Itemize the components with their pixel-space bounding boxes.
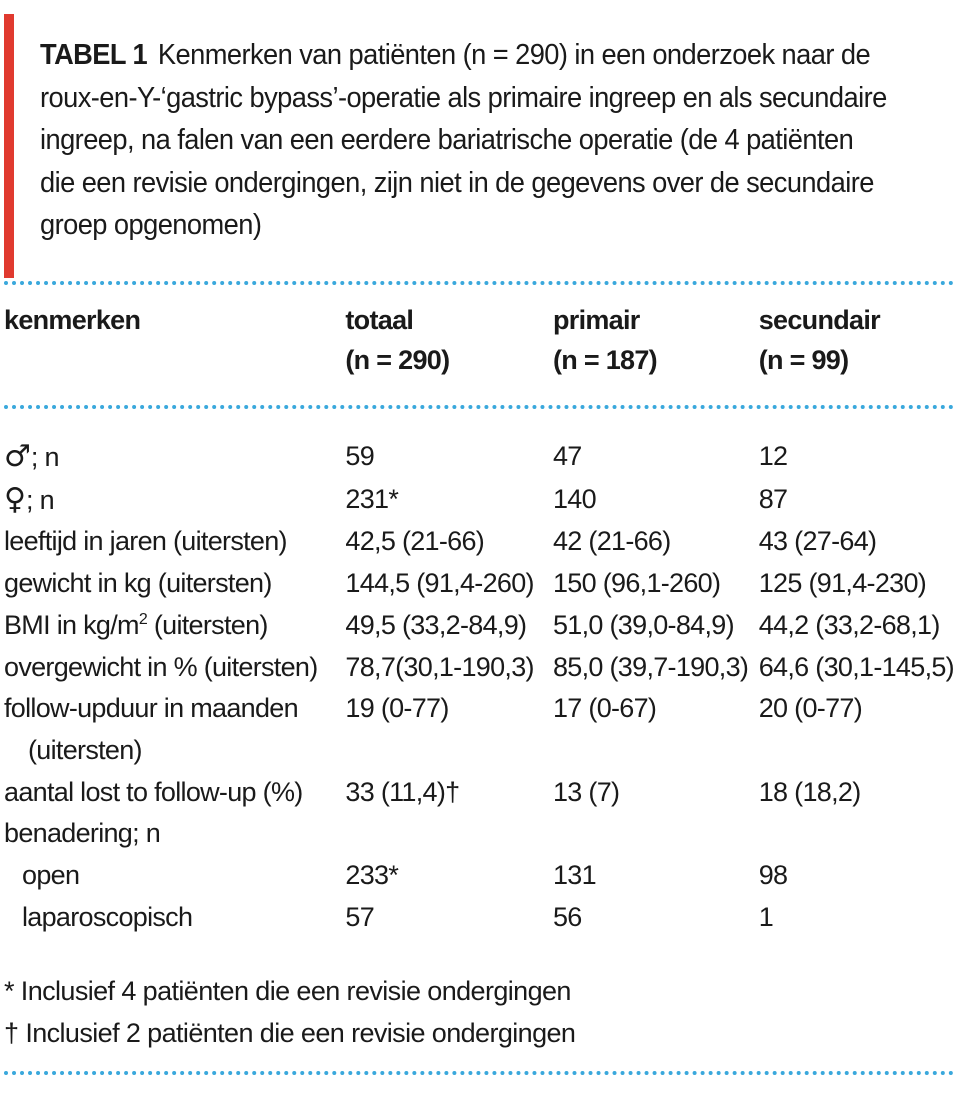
table-footnotes [4, 970, 575, 1054]
cell-secundair: 64,6 (30,1-145,5) [758, 651, 954, 682]
cell-secundair: 20 (0-77) [758, 693, 862, 724]
female-symbol-icon: ♀ [4, 481, 26, 517]
cell-secundair: 43 (27-64) [758, 526, 877, 557]
table-row-group-heading [4, 813, 954, 855]
footnote: † Inclusief 2 patiënten die een revisie ondergingen [4, 1018, 576, 1048]
cell-primair: 56 [552, 901, 582, 932]
divider-top [4, 281, 954, 285]
header-secundair: secundair (n = 99) [758, 305, 880, 375]
cell-primair: 131 [552, 860, 596, 891]
caption-text: Kenmerken van patiënten (n = 290) in een onderzoek naar de roux-en-Y-‘gastric bypass’-operatie als primaire ingreep en als secundaire ingreep, na falen van een eerdere bariatrische operatie (de 4 patiënten die een revisie ondergingen, zijn niet in de gegevens over de secundaire groep opgenomen) [40, 39, 887, 241]
cell-primair: 140 [552, 483, 596, 514]
characteristics-table [4, 300, 954, 938]
cell-totaal: 78,7(30,1-190,3) [345, 651, 534, 682]
row-label: gewicht in kg (uitersten) [4, 568, 272, 599]
cell-secundair: 98 [758, 860, 788, 891]
row-label: follow-upduur in maanden (uitersten) [4, 693, 298, 765]
table-row [4, 772, 954, 814]
cell-secundair: 1 [758, 901, 774, 932]
divider-bottom [4, 1071, 954, 1075]
cell-secundair: 125 (91,4-230) [758, 568, 927, 599]
row-label: laparoscopisch [22, 901, 193, 932]
table-row [4, 420, 954, 479]
accent-bar [4, 14, 14, 278]
table-row [4, 521, 954, 563]
table-header-row [4, 300, 954, 420]
cell-primair: 51,0 (39,0-84,9) [552, 609, 734, 640]
cell-totaal: 42,5 (21-66) [345, 526, 485, 557]
cell-secundair: 18 (18,2) [758, 776, 861, 807]
row-label: ♀; n [4, 481, 54, 517]
header-totaal: totaal (n = 290) [345, 305, 450, 375]
row-label: aantal lost to follow-up (%) [4, 776, 303, 807]
cell-totaal: 33 (11,4)† [345, 776, 460, 807]
cell-totaal: 59 [345, 441, 375, 471]
cell-totaal: 49,5 (33,2-84,9) [345, 609, 527, 640]
header-kenmerken: kenmerken [4, 305, 141, 335]
table-row [4, 855, 954, 897]
cell-primair: 13 (7) [552, 776, 620, 807]
table-row [4, 605, 954, 647]
cell-totaal: 231* [345, 483, 399, 514]
male-symbol-icon: ♂ [4, 439, 31, 474]
cell-totaal: 144,5 (91,4-260) [345, 568, 534, 599]
footnote: * Inclusief 4 patiënten die een revisie ondergingen [4, 976, 571, 1006]
cell-primair: 150 (96,1-260) [552, 568, 721, 599]
cell-secundair: 44,2 (33,2-68,1) [758, 609, 940, 640]
table-caption [40, 34, 891, 247]
cell-secundair: 87 [758, 483, 788, 514]
row-label: leeftijd in jaren (uitersten) [4, 526, 287, 557]
table-row [4, 479, 954, 522]
caption-label: TABEL 1 [40, 39, 148, 71]
cell-primair: 42 (21-66) [552, 526, 671, 557]
table-row [4, 897, 954, 939]
row-label: benadering; n [4, 818, 161, 849]
cell-totaal: 233* [345, 860, 399, 891]
cell-totaal: 19 (0-77) [345, 693, 449, 724]
table-row [4, 563, 954, 605]
header-primair: primair (n = 187) [552, 305, 657, 375]
cell-primair: 85,0 (39,7-190,3) [552, 651, 749, 682]
cell-primair: 47 [552, 441, 582, 471]
cell-primair: 17 (0-67) [552, 693, 657, 724]
row-label: BMI in $kg/m^2$ (uitersten) [4, 609, 268, 640]
row-label: overgewicht in % (uitersten) [4, 651, 318, 682]
row-label: ♂; n [4, 439, 59, 474]
row-label: open [22, 860, 80, 891]
cell-totaal: 57 [345, 901, 375, 932]
cell-secundair: 12 [758, 441, 788, 471]
table-row [4, 647, 954, 689]
table-row [4, 688, 954, 771]
